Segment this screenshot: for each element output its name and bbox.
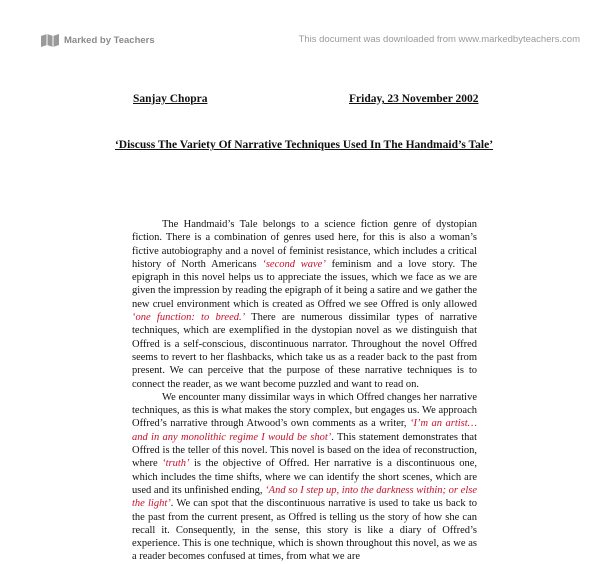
quote: ‘I’m an artist…and in any monolithic regime I would be shot’ bbox=[132, 418, 477, 443]
text-run: feminism and a love story. The epigraph in this novel helps us to appreciate the issues, which we face as we are given the impression by reading the epigraph of it being a satire and we gather the new cruel environment which is created as Offred we see Offred is only allowed bbox=[132, 258, 478, 310]
quote: ‘And so I step up, into the darkness within; or else the light’ bbox=[132, 484, 478, 510]
text-run: There are numerous dissimilar types of narrative techniques, which are exemplified in the dystopian novel as we distinguish that Offred is a self-conscious, discontinuous narrator. Throughout the novel Offred seems to revert to her flashbacks, which take us as a reader back to the past from present. We can perceive that the purpose of these narrative techniques is to connect the reader, as we want become puzzled and want to read on. bbox=[132, 312, 478, 390]
quote: ‘second wave’ bbox=[262, 258, 326, 270]
header-bar bbox=[0, 0, 608, 72]
logo-icon bbox=[40, 33, 60, 47]
logo-text: Marked by Teachers bbox=[64, 34, 155, 46]
author-name: Sanjay Chopra bbox=[133, 93, 208, 105]
quote: ‘one function: to breed.’ bbox=[132, 312, 246, 324]
site-logo[interactable] bbox=[40, 32, 155, 48]
text-run: We encounter many dissimilar ways in which Offred changes her narrative techniques, as this is what makes the story complex, but engages us. We approach Offred’s narrative through Atwood’s own comments as a writer, bbox=[132, 391, 477, 430]
paragraph-2 bbox=[132, 391, 477, 564]
quote: ‘truth’ bbox=[162, 458, 190, 470]
document-date: Friday, 23 November 2002 bbox=[349, 93, 479, 105]
text-run: is the objective of Offred. Her narrative is a discontinuous one, which includes the time shifts, where we can identify the short scenes, which are used and its unfinished ending, bbox=[132, 458, 477, 496]
text-run: . This statement demonstrates that Offred is the teller of this novel. This novel is based on the idea of reconstruction, where bbox=[132, 431, 477, 470]
download-notice: This document was downloaded from www.markedbyteachers.com bbox=[298, 34, 580, 45]
text-run: The Handmaid’s Tale belongs to a science fiction genre of dystopian fiction. There is a combination of genres used here, for this is also a woman’s fictive autobiography and a novel of feminist resistance, which includes a critical history of North Americans bbox=[132, 219, 477, 270]
paragraph-1 bbox=[132, 218, 477, 391]
essay-title: ‘Discuss The Variety Of Narrative Techniques Used In The Handmaid’s Tale’ bbox=[114, 139, 494, 151]
text-run: . We can spot that the discontinuous narrative is used to take us back to the past from the current present, as Offred is telling us the story of how she can recall it. Consequently, in the sense, this story is like a diary of Offred’s experience. This is one technique, which is shown throughout this novel, as we as a reader becomes confused at times, from what we are bbox=[132, 498, 478, 563]
essay-body bbox=[132, 218, 477, 564]
